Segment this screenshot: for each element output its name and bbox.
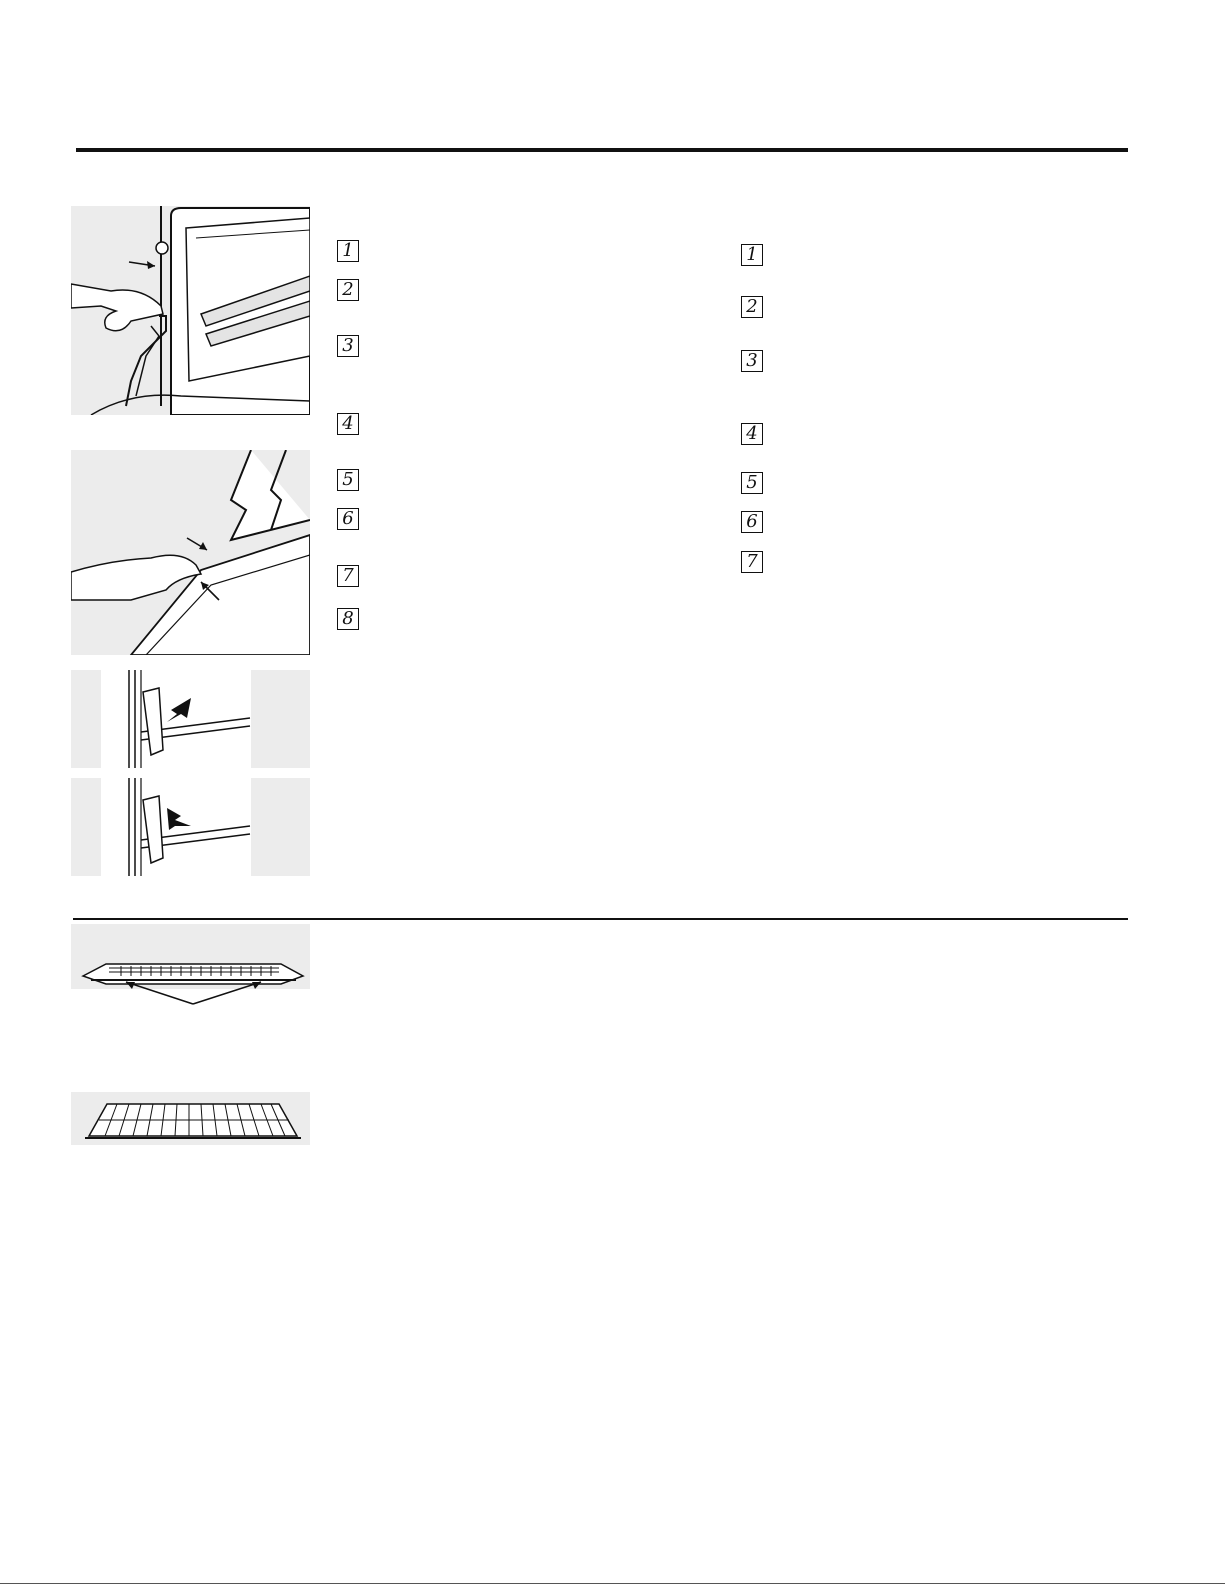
hinge-lock-pull-out-illustration (71, 778, 310, 876)
left-step-6: 6 (337, 508, 359, 530)
left-step-8: 8 (337, 608, 359, 630)
section-divider (73, 918, 1128, 920)
left-step-1: 1 (337, 240, 359, 262)
left-step-2: 2 (337, 279, 359, 301)
right-step-1: 1 (741, 244, 763, 266)
door-latch-lock-illustration (71, 450, 310, 655)
right-step-4: 4 (741, 423, 763, 445)
left-step-5: 5 (337, 469, 359, 491)
rack-stop-illustration (71, 924, 310, 1014)
hinge-lock-push-in-illustration (71, 670, 310, 768)
right-step-3: 3 (741, 350, 763, 372)
left-step-3: 3 (337, 335, 359, 357)
flat-rack-illustration (71, 1092, 310, 1145)
right-step-2: 2 (741, 296, 763, 318)
right-step-7: 7 (741, 551, 763, 573)
left-step-4: 4 (337, 413, 359, 435)
left-step-7: 7 (337, 565, 359, 587)
right-step-6: 6 (741, 511, 763, 533)
right-step-5: 5 (741, 472, 763, 494)
door-hinge-hook-illustration (71, 206, 310, 415)
bottom-rule (0, 1583, 1225, 1584)
top-rule (76, 148, 1128, 152)
